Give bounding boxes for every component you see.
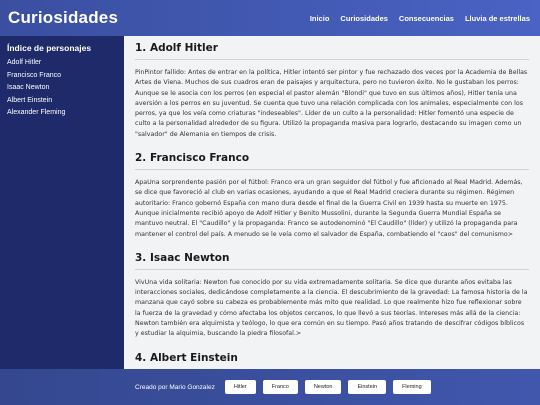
article-title: 3. Isaac Newton (135, 252, 529, 270)
main-nav (310, 14, 530, 23)
sidebar (0, 36, 124, 369)
footer-button-newton[interactable]: Newton (305, 380, 342, 394)
nav-link-curiosidades[interactable]: Curiosidades (340, 13, 388, 23)
article-hitler (135, 42, 529, 140)
site-footer (0, 369, 540, 405)
sidebar-item-einstein[interactable]: Albert Einstein (7, 96, 53, 104)
article-text: ApaUna sorprendente pasión por el fútbol: Franco era un gran seguidor del fútbol y fue aficionado al Real Madrid. Además, se dice que favoreció al club en varias ocasiones, ayudando a que el Real Madrid creciera durante su régimen. Régimen autoritario: Franco gobernó España con mano dura desde el final de la Guerra Civil en 1939 hasta su muerte en 1975. Aunque inicialmente recibió apoyo de Adolf Hitler y Benito Mussolini, durante la Segunda Guerra Mundial España se mantuvo neutral. El "Caudillo" y la propaganda: Franco se autodenominó "El Caudillo" (líder) y utilizó la propaganda para mantener el control del país. A menudo se le veía como el salvador de España, combatiendo el "caos" del comunismo> (135, 179, 523, 238)
footer-button-fleming[interactable]: Fleming (393, 380, 431, 394)
article-text: VivUna vida solitaria: Newton fue conocido por su vida extremadamente solitaria. Se dice que durante años evitaba las interacciones sociales, dedicándose completamente a la ciencia. El descubrimiento de la gravedad: La famosa historia de la manzana que cayó sobre su cabeza es probablemente más mito que realidad. Lo que realmente hizo fue reflexionar sobre la fuerza de la gravedad y cómo afectaba los objetos cercanos, lo que llevó a sus teorías. Intereses más allá de la ciencia: Newton también era alquimista y teólogo, lo que era común en su tiempo. Pasó años tratando de descifrar códigos bíblicos y estudiar la alquimia, buscando la piedra filosofal.> (135, 278, 528, 338)
footer-button-einstein[interactable]: Einstein (348, 380, 386, 394)
nav-link-inicio[interactable]: Inicio (309, 13, 330, 23)
footer-credit: Creado por Mario Gonzalez (135, 383, 215, 391)
article-title: 2. Francisco Franco (135, 152, 529, 170)
article-newton (135, 252, 529, 340)
nav-link-consecuencias[interactable]: Consecuencias (398, 13, 454, 23)
sidebar-item-franco[interactable]: Francisco Franco (7, 71, 62, 79)
site-header (0, 0, 540, 36)
article-title: 4. Albert Einstein (135, 352, 529, 369)
sidebar-list (7, 57, 117, 120)
sidebar-item-hitler[interactable]: Adolf Hitler (7, 59, 42, 66)
article-einstein (135, 352, 529, 369)
sidebar-title: Índice de personajes (7, 43, 92, 53)
article-title: 1. Adolf Hitler (135, 42, 529, 60)
footer-button-hitler[interactable]: Hitler (225, 380, 256, 394)
article-franco (135, 152, 529, 240)
sidebar-item-newton[interactable]: Isaac Newton (7, 84, 50, 91)
footer-button-franco[interactable]: Franco (263, 380, 298, 394)
main-content[interactable] (124, 36, 540, 369)
site-title[interactable]: Curiosidades (8, 8, 119, 27)
article-text: PinPintor fallido: Antes de entrar en la política, Hitler intentó ser pintor y fue rechazado dos veces por la Academia de Bellas Artes de Viena. Muchos de sus cuadros eran de paisajes y arquitectura, pero no tuvieron éxito. No le gustaban los perros: Aunque se le asocia con los perros (en especial el pastor alemán "Blondi" que tuvo en sus últimos años), Hitler tenía una aversión a los perros en su juventud. Se cuenta que tuvo una relación complicada con los animales, especialmente con los perros, ya que los veía como criaturas "indeseables". Líder de un culto a la personalidad: Hitler fomentó una especie de culto a la personalidad alrededor de su figura. Utilizó la propaganda masiva para lograrlo, destacando su imagen como un "salvador" de Alemania en tiempos de crisis. (135, 69, 528, 138)
sidebar-item-fleming[interactable]: Alexander Fleming (7, 109, 66, 116)
nav-link-lluvia-de-estrellas[interactable]: Lluvia de estrellas (464, 13, 530, 23)
